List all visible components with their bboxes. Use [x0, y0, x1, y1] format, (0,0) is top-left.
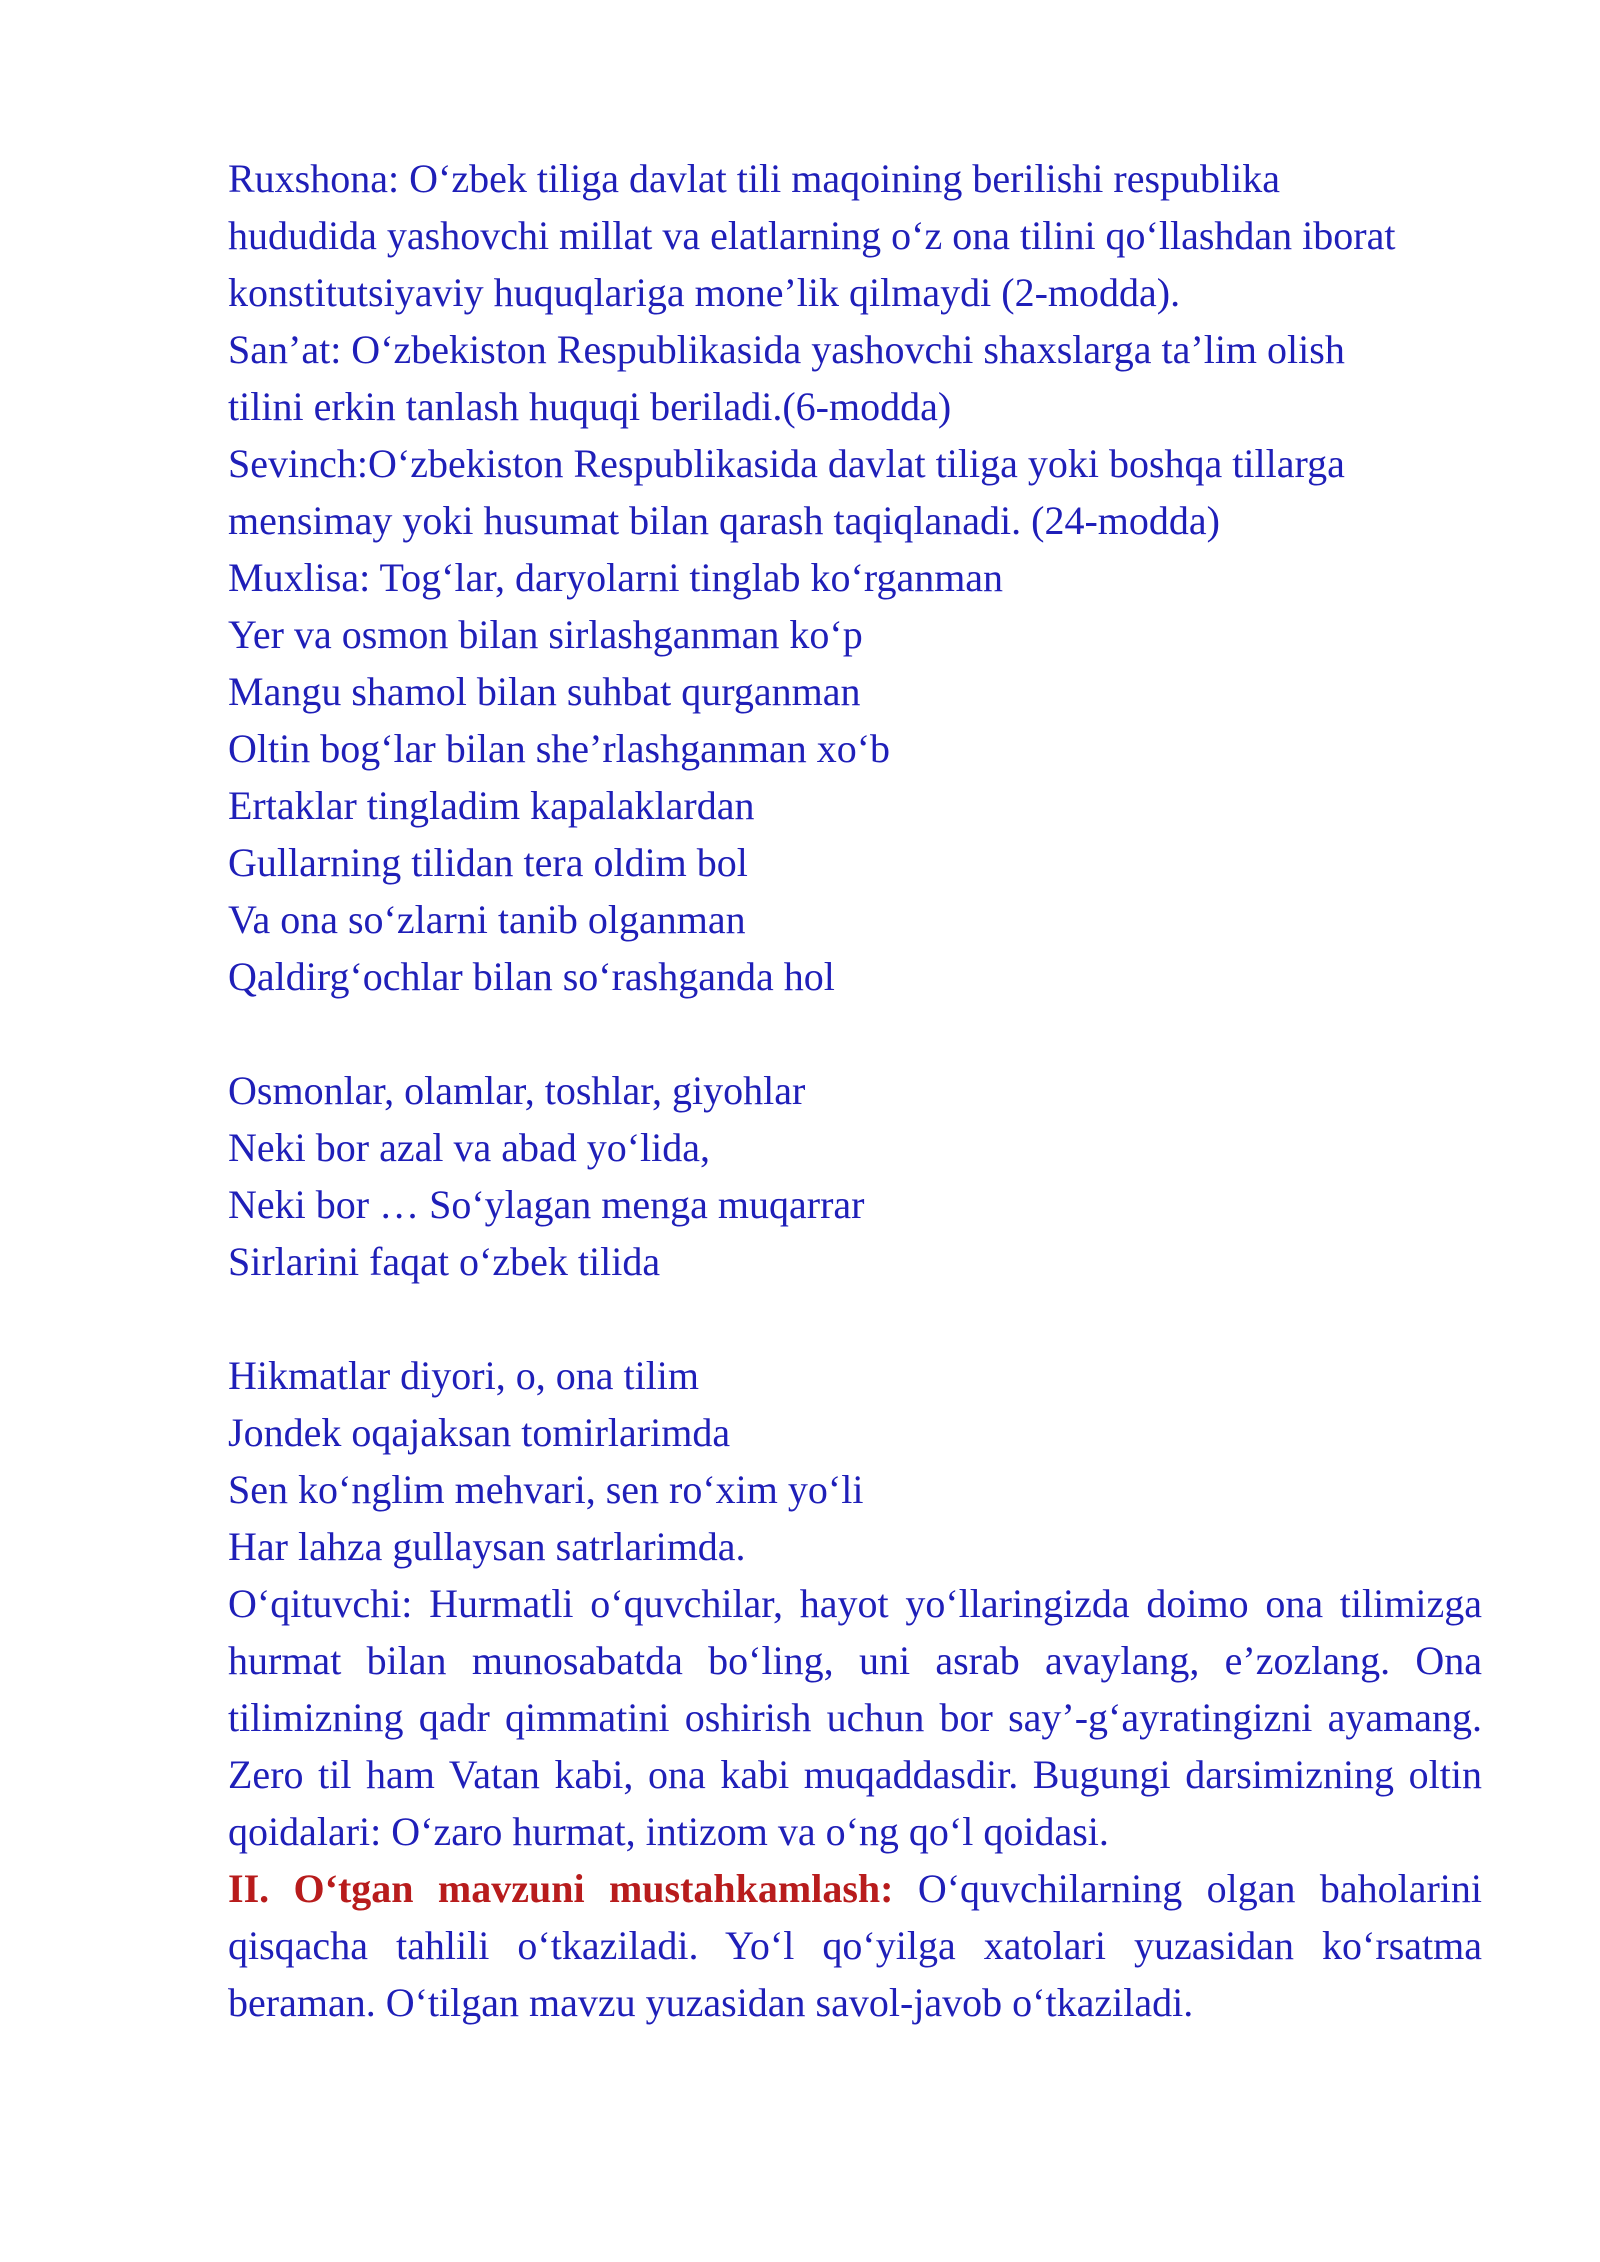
ruxshona-line-3: konstitutsiyaviy huquqlariga mone’lik qilmaydi (2-modda).: [228, 270, 1181, 315]
sanat-line-2: tilini erkin tanlash huquqi beriladi.(6-modda): [228, 384, 952, 429]
section-2-text: O‘quvchilarning olgan baholarini qisqacha tahlili o‘tkaziladi. Yo‘l qo‘yilga xatolari yuzasidan ko‘rsatma beraman. O‘tilgan mavzu yuzasidan savol-javob o‘tkaziladi.: [228, 1866, 1482, 2025]
poem-line: Mangu shamol bilan suhbat qurganman: [228, 669, 861, 714]
poem-line: Yer va osmon bilan sirlashganman ko‘p: [228, 612, 863, 657]
poem-line: Qaldirg‘ochlar bilan so‘rashganda hol: [228, 954, 835, 999]
section-2-paragraph: [228, 1860, 1482, 2031]
section-2-heading: II. O‘tgan mavzuni mustahkamlash:: [228, 1866, 894, 1911]
poem-line: Sirlarini faqat o‘zbek tilida: [228, 1239, 661, 1284]
teacher-paragraph: O‘qituvchi: Hurmatli o‘quvchilar, hayot yo‘llaringizda doimo ona tilimizga hurmat bilan munosabatda bo‘ling, uni asrab avaylang, e’zozlang. Ona tilimizning qadr qimmatini oshirish uchun bor say’-g‘ayratingizni ayamang. Zero til ham Vatan kabi, ona kabi muqaddasdir. Bugungi darsimizning oltin qoidalari: O‘zaro hurmat, intizom va o‘ng qo‘l qoidasi.: [228, 1581, 1482, 1854]
poem-line: Oltin bog‘lar bilan she’rlashganman xo‘b: [228, 726, 891, 771]
poem-line: Osmonlar, olamlar, toshlar, giyohlar: [228, 1068, 806, 1113]
poem-line: Gullarning tilidan tera oldim bol: [228, 840, 748, 885]
poem-line: Neki bor azal va abad yo‘lida,: [228, 1125, 711, 1170]
ruxshona-line-2: hududida yashovchi millat va elatlarning o‘z ona tilini qo‘llashdan iborat: [228, 213, 1396, 258]
stanza-break: [228, 1290, 1482, 1347]
sevinch-line-1: Sevinch:O‘zbekiston Respublikasida davlat tiliga yoki boshqa tillarga: [228, 441, 1345, 486]
sanat-line-1: San’at: O‘zbekiston Respublikasida yashovchi shaxslarga ta’lim olish: [228, 327, 1345, 372]
poem-line: Hikmatlar diyori, o, ona tilim: [228, 1353, 700, 1398]
sevinch-line-2: mensimay yoki husumat bilan qarash taqiqlanadi. (24-modda): [228, 498, 1220, 543]
poem-line: Neki bor … So‘ylagan menga muqarrar: [228, 1182, 865, 1227]
ruxshona-line-1: Ruxshona: O‘zbek tiliga davlat tili maqoining berilishi respublika: [228, 156, 1281, 201]
poem-line: Sen ko‘nglim mehvari, sen ro‘xim yo‘li: [228, 1467, 864, 1512]
poem-line: Ertaklar tingladim kapalaklardan: [228, 783, 755, 828]
poem-line: Muxlisa: Tog‘lar, daryolarni tinglab ko‘rganman: [228, 555, 1004, 600]
stanza-break: [228, 1005, 1482, 1062]
poem-line: Va ona so‘zlarni tanib olganman: [228, 897, 746, 942]
poem-line: Har lahza gullaysan satrlarimda.: [228, 1524, 746, 1569]
document-page: [228, 150, 1482, 2031]
poem-line: Jondek oqajaksan tomirlarimda: [228, 1410, 731, 1455]
